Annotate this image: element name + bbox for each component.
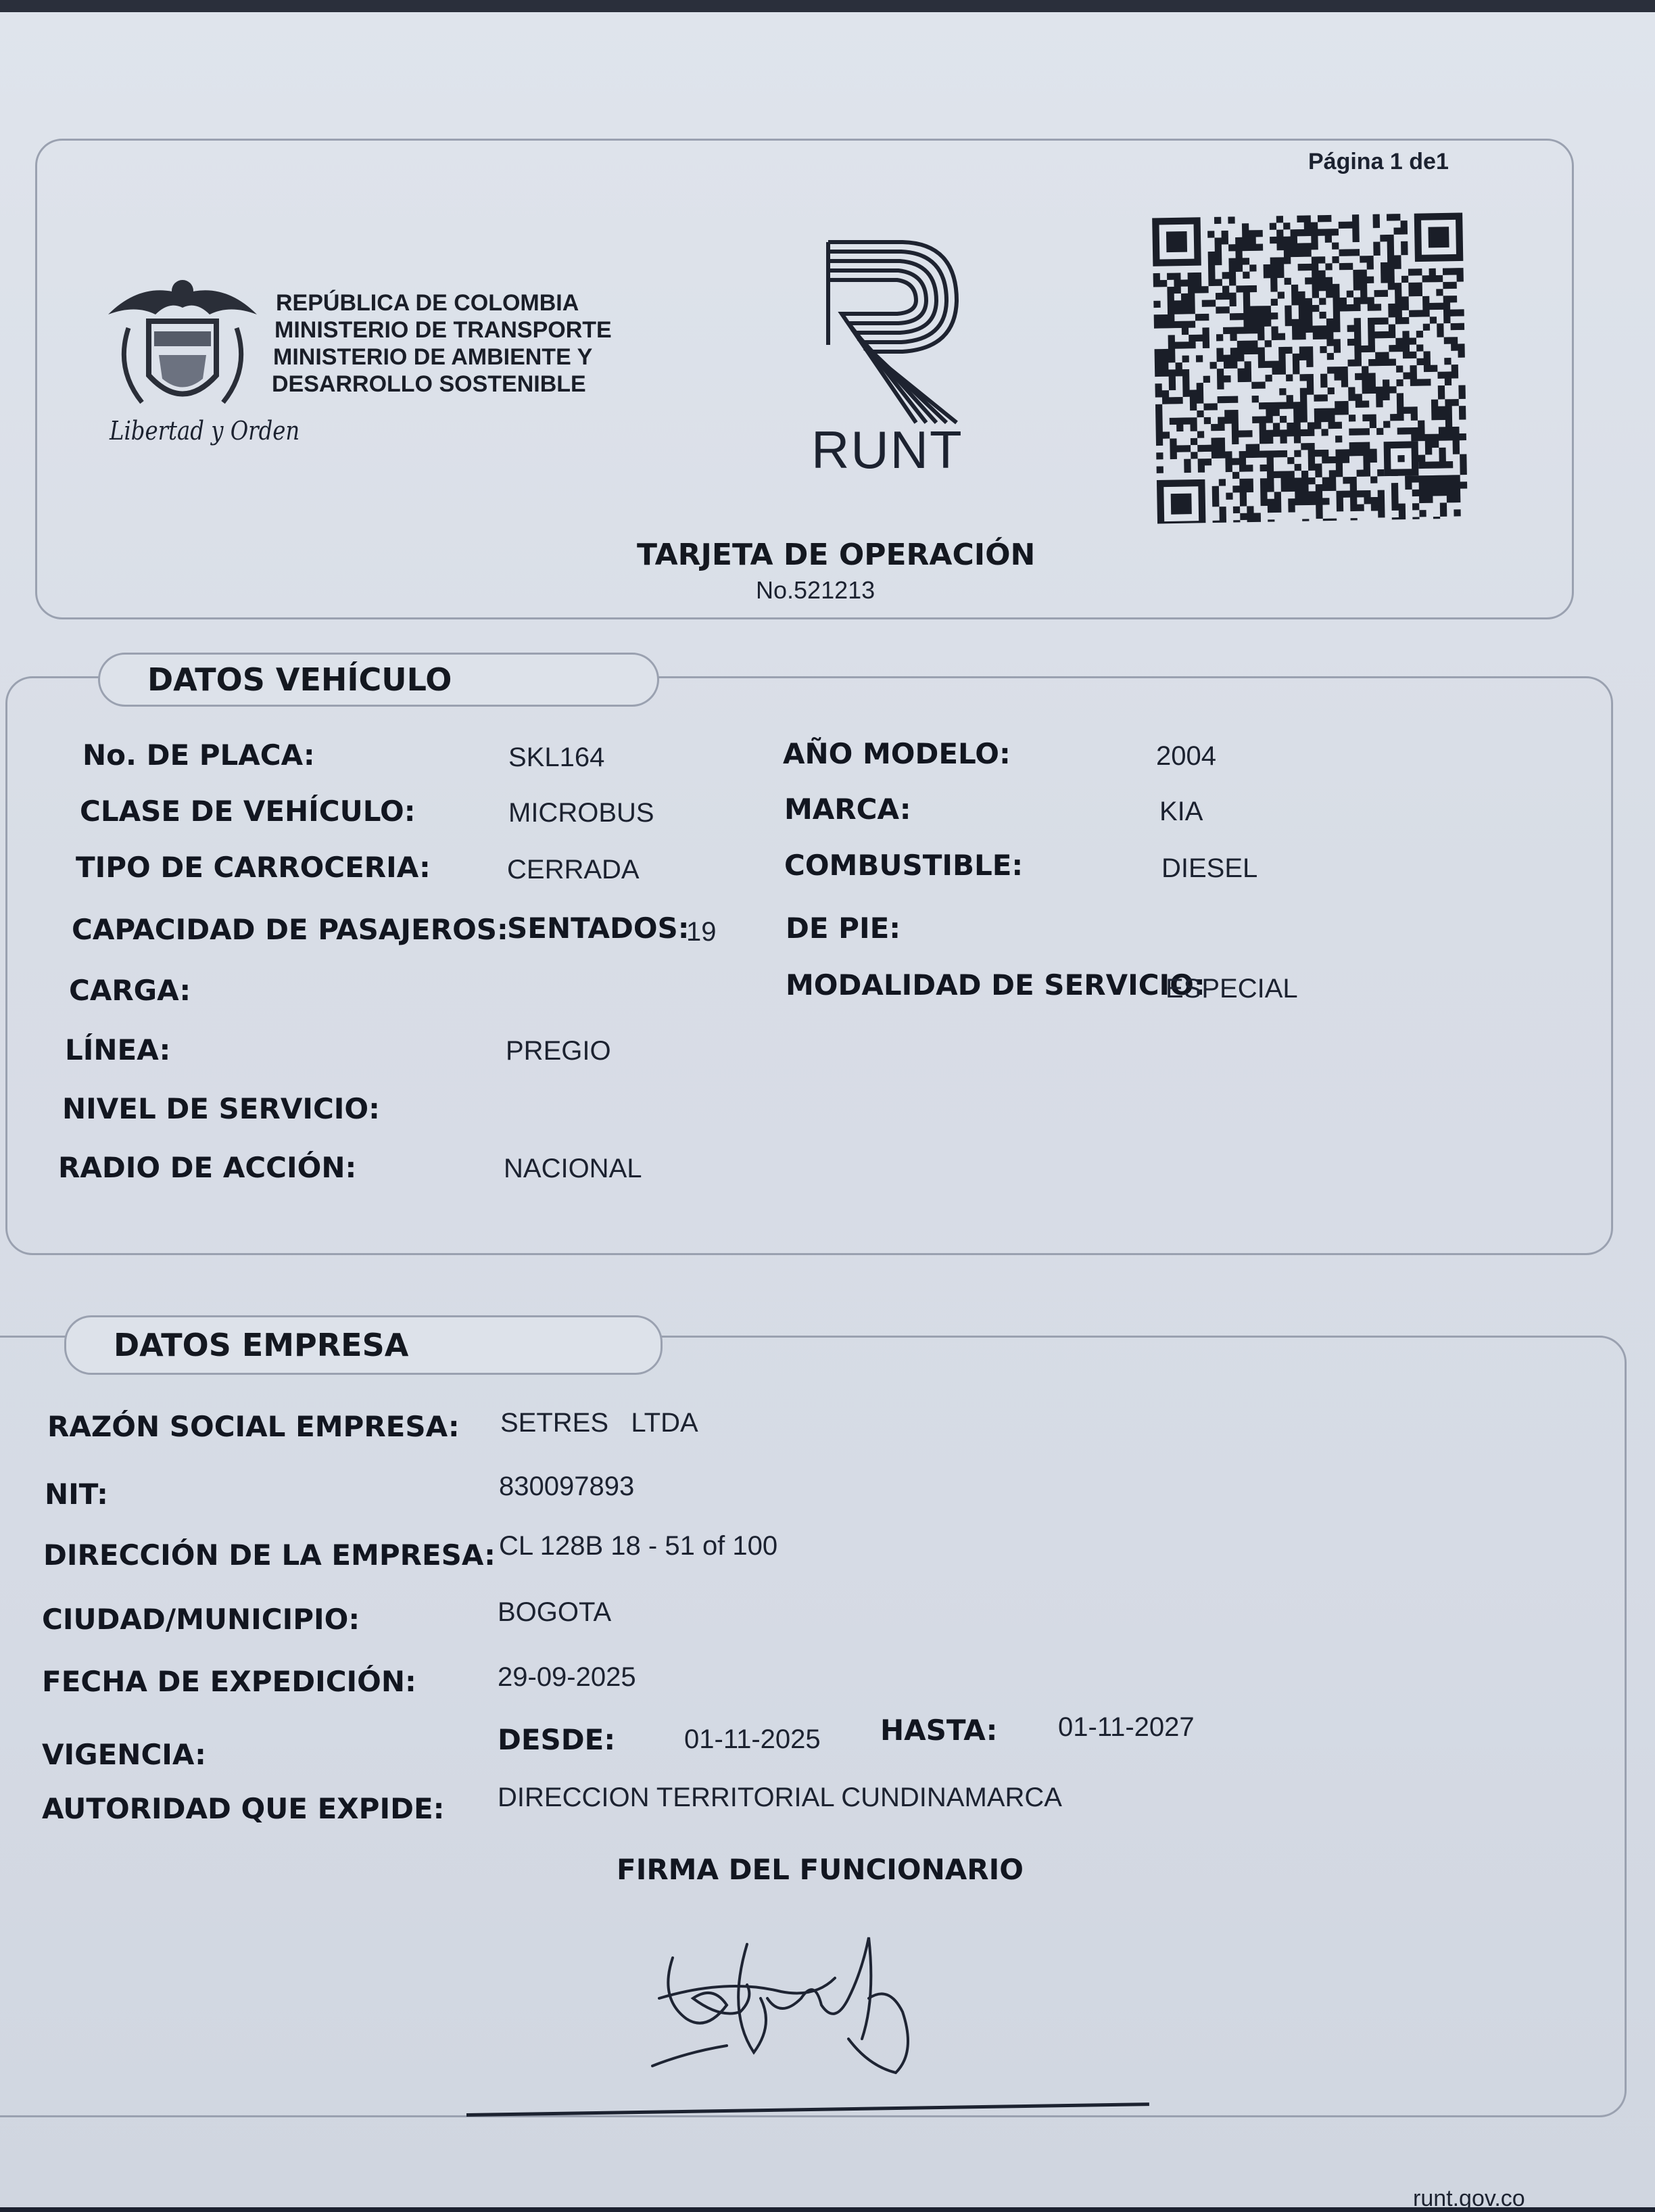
validity-to-label: HASTA: [880, 1714, 998, 1747]
issue-date-label: FECHA DE EXPEDICIÓN: [42, 1665, 416, 1698]
company-name-label: RAZÓN SOCIAL EMPRESA: [47, 1410, 460, 1443]
capacity-label: CAPACIDAD DE PASAJEROS: [72, 913, 508, 946]
issuer-line-1: REPÚBLICA DE COLOMBIA [276, 290, 579, 316]
line-label: LÍNEA: [65, 1033, 171, 1066]
plate-value: SKL164 [508, 743, 605, 772]
fuel-value: DIESEL [1161, 853, 1258, 883]
range-value: NACIONAL [504, 1154, 642, 1183]
qr-code-icon [1147, 206, 1510, 523]
address-label: DIRECCIÓN DE LA EMPRESA: [43, 1538, 496, 1572]
card-number: No.521213 [756, 576, 876, 604]
coat-of-arms-icon [101, 267, 264, 423]
seated-label: SENTADOS: [507, 912, 690, 945]
address-value: CL 128B 18 - 51 of 100 [499, 1531, 778, 1561]
body-label: TIPO DE CARROCERIA: [76, 851, 431, 884]
class-label: CLASE DE VEHÍCULO: [80, 795, 416, 828]
issuer-line-2: MINISTERIO DE TRANSPORTE [274, 317, 612, 343]
nit-label: NIT: [45, 1478, 108, 1511]
cargo-label: CARGA: [69, 974, 191, 1007]
motto: Libertad y Orden [110, 416, 300, 446]
nit-value: 830097893 [499, 1472, 635, 1501]
company-section-title: DATOS EMPRESA [64, 1315, 663, 1375]
validity-label: VIGENCIA: [42, 1738, 206, 1771]
runt-logo-text: RUNT [811, 420, 963, 479]
signature-mark [646, 1917, 943, 2079]
validity-from-label: DESDE: [498, 1723, 616, 1756]
card-title: TARJETA DE OPERACIÓN [637, 538, 1036, 572]
class-value: MICROBUS [508, 798, 654, 828]
brand-value: KIA [1159, 797, 1203, 826]
service-mode-label: MODALIDAD DE SERVICIO: [786, 968, 1205, 1002]
model-year-label: AÑO MODELO: [783, 737, 1011, 770]
runt-logo-icon [821, 237, 977, 426]
fuel-label: COMBUSTIBLE: [784, 849, 1024, 882]
model-year-value: 2004 [1156, 741, 1216, 771]
plate-label: No. DE PLACA: [82, 738, 315, 772]
company-name-value: SETRES LTDA [500, 1408, 698, 1438]
signature-label: FIRMA DEL FUNCIONARIO [617, 1853, 1024, 1886]
range-label: RADIO DE ACCIÓN: [58, 1151, 357, 1184]
validity-to-value: 01-11-2027 [1058, 1712, 1195, 1742]
authority-label: AUTORIDAD QUE EXPIDE: [42, 1792, 445, 1825]
issuer-line-4: DESARROLLO SOSTENIBLE [272, 371, 586, 397]
validity-from-value: 01-11-2025 [684, 1724, 821, 1754]
seated-value: 19 [686, 917, 717, 947]
page-indicator: Página 1 de1 [1308, 149, 1449, 174]
body-value: CERRADA [507, 855, 640, 885]
brand-label: MARCA: [784, 793, 911, 826]
authority-value: DIRECCION TERRITORIAL CUNDINAMARCA [498, 1783, 1062, 1812]
vehicle-section-title: DATOS VEHÍCULO [98, 653, 659, 707]
issue-date-value: 29-09-2025 [498, 1662, 636, 1692]
service-level-label: NIVEL DE SERVICIO: [62, 1092, 380, 1125]
issuer-line-3: MINISTERIO DE AMBIENTE Y [273, 344, 593, 370]
background-strip [0, 0, 1655, 12]
line-value: PREGIO [506, 1036, 611, 1066]
service-mode-value: ESPECIAL [1166, 974, 1298, 1004]
footer-text: runt.gov.co [1413, 2186, 1525, 2211]
city-value: BOGOTA [498, 1597, 612, 1627]
city-label: CIUDAD/MUNICIPIO: [42, 1603, 360, 1636]
standing-label: DE PIE: [786, 912, 901, 945]
